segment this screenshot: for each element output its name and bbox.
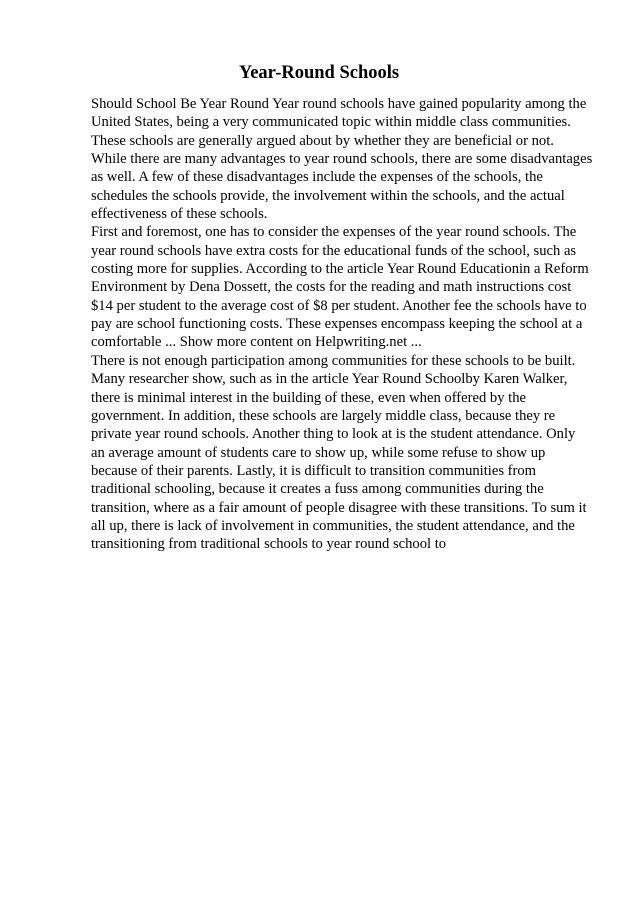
text-line: costing more for supplies. According to the article Year Round Educationin a Reform — [91, 261, 589, 278]
text-line: because of their parents. Lastly, it is difficult to transition communities from — [91, 462, 537, 479]
text-line: an average amount of students care to show up, while some refuse to show up — [91, 444, 546, 461]
text-line: Should School Be Year Round Year round schools have gained popularity among the — [91, 96, 587, 112]
text-line: as well. A few of these disadvantages include the expenses of the schools, the — [91, 169, 543, 186]
text-line: transition, where as a fair amount of people disagree with these transitions. To sum it — [91, 499, 587, 516]
text-line: pay are school functioning costs. These expenses encompass keeping the school at a — [91, 316, 583, 333]
text-line: all up, there is lack of involvement in communities, the student attendance, and the — [91, 517, 575, 534]
document-title: Year-Round Schools — [238, 63, 400, 83]
text-line: schedules the schools provide, the involvement within the schools, and the actual — [91, 187, 565, 204]
text-line: there is minimal interest in the building of these, even when offered by the — [91, 389, 526, 406]
text-line: transitioning from traditional schools to year round school to — [91, 536, 447, 553]
text-line: United States, being a very communicated topic within middle class communities. — [91, 114, 571, 131]
text-line: government. In addition, these schools are largely middle class, because they re — [91, 407, 556, 424]
text-line: comfortable ... Show more content on Helpwriting.net ... — [91, 334, 422, 351]
document-body — [91, 95, 593, 554]
text-line: Many researcher show, such as in the article Year Round Schoolby Karen Walker, — [91, 371, 568, 388]
text-line: effectiveness of these schools. — [91, 206, 268, 223]
text-line: private year round schools. Another thing to look at is the student attendance. Only — [91, 426, 576, 443]
text-line: traditional schooling, because it creates a fuss among communities during the — [91, 481, 544, 498]
text-line: Environment by Dena Dossett, the costs for the reading and math instructions cost — [91, 279, 572, 296]
text-line: year round schools have extra costs for the educational funds of the school, such as — [91, 242, 577, 259]
text-line: $14 per student to the average cost of $8 per student. Another fee the schools have to — [91, 297, 587, 314]
text-line: There is not enough participation among communities for these schools to be built. — [91, 352, 576, 369]
text-line: While there are many advantages to year round schools, there are some disadvantages — [91, 151, 593, 168]
text-line: First and foremost, one has to consider the expenses of the year round schools. The — [91, 224, 577, 241]
text-line: These schools are generally argued about by whether they are beneficial or not. — [91, 132, 554, 149]
